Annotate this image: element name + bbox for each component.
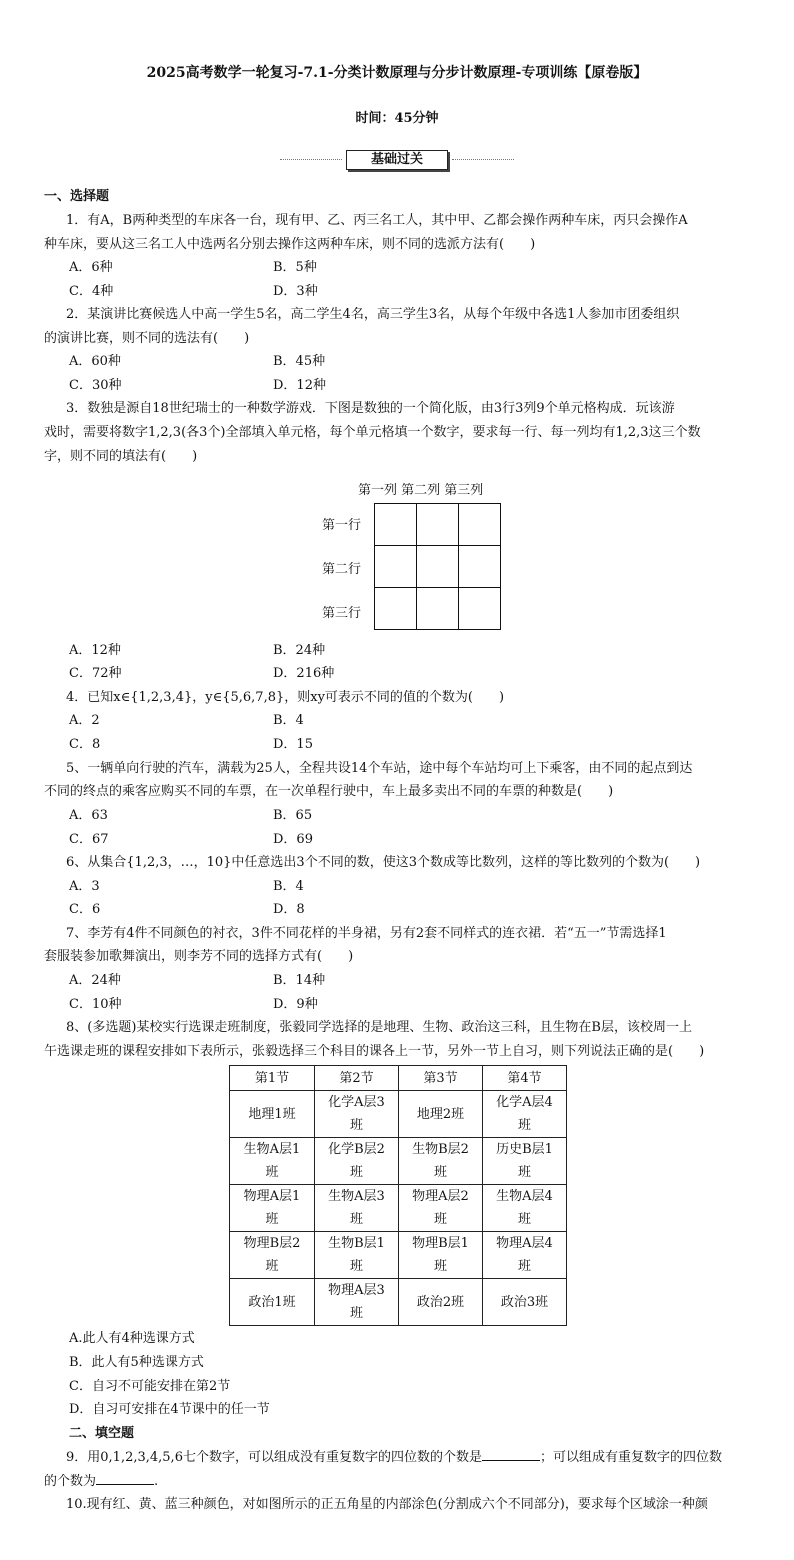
q3-stem-line3: 字，则不同的填法有( )	[44, 449, 198, 464]
q2-stem-line2: 的演讲比赛，则不同的选法有( )	[44, 331, 250, 346]
q9-text-d: .	[154, 1474, 159, 1489]
q1-stem-line2: 种车床，要从这三名工人中选两名分别去操作这两种车床，则不同的选派方法有( )	[44, 237, 536, 252]
q5-stem-line1: 5、一辆单向行驶的汽车，满载为25人，全程共设14个车站，途中每个车站均可上下乘客，由不同的起点到达	[66, 761, 693, 776]
grid-cell	[459, 504, 501, 546]
q6-stem-line1: 6、从集合{1,2,3，…，10}中任意选出3个不同的数，使这3个数成等比数列，这样的等比数列的个数为( )	[66, 855, 701, 870]
grid-cell	[375, 588, 417, 630]
grid-cell	[375, 546, 417, 588]
table-cell: 物理A层4 班	[483, 1232, 567, 1279]
table-cell: 生物B层2 班	[399, 1138, 483, 1185]
q6-option-a: A．3	[69, 879, 100, 894]
q7-option-d: D．9种	[273, 997, 318, 1012]
q5-option-a: A．63	[69, 808, 108, 823]
q2-option-a: A．60种	[69, 354, 121, 369]
table-cell: 生物A层4 班	[483, 1185, 567, 1232]
answer-blank	[96, 1472, 154, 1485]
q10-stem-line1: 10.现有红、黄、蓝三种颜色，对如图所示的正五角星的内部涂色(分割成六个不同部分)，要求每个区域涂一种颜	[66, 1497, 708, 1512]
q7-option-b: B．14种	[273, 973, 326, 988]
table-row	[230, 1091, 567, 1138]
table-cell: 生物B层1 班	[315, 1232, 399, 1279]
q4-option-b: B．4	[273, 713, 304, 728]
grid-row-label-1: 第一行	[322, 518, 362, 533]
q9-stem-line2	[44, 1472, 158, 1491]
q2-option-d: D．12种	[273, 378, 326, 393]
q4-option-a: A．2	[69, 713, 100, 728]
table-cell: 生物A层1 班	[230, 1138, 315, 1185]
table-row	[230, 1138, 567, 1185]
q2-option-b: B．45种	[273, 354, 326, 369]
q3-stem-line2: 戏时，需要将数字1,2,3(各3个)全部填入单元格，每个单元格填一个数字，要求每一行、每一列均有1,2,3这三个数	[44, 425, 701, 440]
q3-option-c: C．72种	[69, 666, 122, 681]
q2-option-c: C．30种	[69, 378, 122, 393]
q1-option-c: C．4种	[69, 284, 114, 299]
grid-cell	[459, 588, 501, 630]
grid-cell	[417, 588, 459, 630]
grid-cell	[459, 546, 501, 588]
grid-cell	[375, 504, 417, 546]
table-cell: 物理B层2 班	[230, 1232, 315, 1279]
q1-stem-line1: 1．有A，B两种类型的车床各一台，现有甲、乙、丙三名工人，其中甲、乙都会操作两种车床，丙只会操作A	[66, 213, 688, 228]
time-limit: 时间：45分钟	[355, 111, 439, 126]
table-row	[230, 1232, 567, 1279]
table-cell: 物理A层1 班	[230, 1185, 315, 1232]
q5-option-c: C．67	[69, 832, 109, 847]
q6-option-d: D．8	[273, 902, 305, 917]
q9-text-a: 9．用0,1,2,3,4,5,6七个数字，可以组成没有重复数字的四位数的个数是	[66, 1450, 482, 1465]
page-title: 2025高考数学一轮复习-7.1-分类计数原理与分步计数原理-专项训练【原卷版】	[146, 65, 648, 81]
q5-option-b: B．65	[273, 808, 313, 823]
q8-option-a: A.此人有4种选课方式	[69, 1331, 195, 1346]
q4-option-d: D．15	[273, 737, 313, 752]
section-banner	[280, 150, 514, 170]
q9-text-c: 的个数为	[44, 1474, 97, 1489]
table-row	[230, 1279, 567, 1326]
table-cell: 化学A层3 班	[315, 1091, 399, 1138]
q7-stem-line1: 7、李芳有4件不同颜色的衬衣，3件不同花样的半身裙，另有2套不同样式的连衣裙．若“五一”节需选择1	[66, 926, 667, 941]
q8-option-d: D．自习可安排在4节课中的任一节	[69, 1402, 270, 1417]
q2-stem-line1: 2．某演讲比赛候选人中高一学生5名，高二学生4名，高三学生3名，从每个年级中各选1人参加市团委组织	[66, 307, 680, 322]
grid-cell	[417, 546, 459, 588]
grid-column-labels: 第一列 第二列 第三列	[358, 483, 484, 498]
q6-option-c: C．6	[69, 902, 101, 917]
q3-option-a: A．12种	[69, 643, 121, 658]
table-cell: 化学A层4 班	[483, 1091, 567, 1138]
table-cell: 化学B层2 班	[315, 1138, 399, 1185]
q7-option-a: A．24种	[69, 973, 121, 988]
dotted-divider-right	[452, 159, 514, 160]
table-cell: 地理2班	[399, 1091, 483, 1138]
table-cell: 政治3班	[483, 1279, 567, 1326]
q9-text-b: ；可以组成有重复数字的四位数	[539, 1450, 722, 1465]
q6-option-b: B．4	[273, 879, 304, 894]
table-cell: 物理B层1 班	[399, 1232, 483, 1279]
table-header-cell: 第1节	[230, 1066, 315, 1091]
table-cell: 生物A层3 班	[315, 1185, 399, 1232]
q3-option-d: D．216种	[273, 666, 335, 681]
grid-cell	[417, 504, 459, 546]
grid-row-label-3: 第三行	[322, 606, 362, 621]
part2-heading: 二、填空题	[69, 1426, 135, 1441]
schedule-table	[229, 1065, 567, 1326]
dotted-divider-left	[280, 159, 342, 160]
table-header-cell: 第2节	[315, 1066, 399, 1091]
table-header-cell: 第3节	[399, 1066, 483, 1091]
grid-row-label-2: 第二行	[322, 562, 362, 577]
q8-option-b: B．此人有5种选课方式	[69, 1355, 204, 1370]
q4-stem-line1: 4．已知x∈{1,2,3,4}，y∈{5,6,7,8}，则xy可表示不同的值的个数为( )	[66, 690, 505, 705]
q3-option-b: B．24种	[273, 643, 326, 658]
sudoku-grid	[374, 503, 501, 630]
table-header-row	[230, 1066, 567, 1091]
table-cell: 政治1班	[230, 1279, 315, 1326]
q8-option-c: C．自习不可能安排在第2节	[69, 1379, 231, 1394]
table-cell: 历史B层1 班	[483, 1138, 567, 1185]
q7-option-c: C．10种	[69, 997, 122, 1012]
table-header-cell: 第4节	[483, 1066, 567, 1091]
table-row	[230, 1185, 567, 1232]
table-cell: 政治2班	[399, 1279, 483, 1326]
q1-option-d: D．3种	[273, 284, 318, 299]
table-cell: 地理1班	[230, 1091, 315, 1138]
part1-heading: 一、选择题	[44, 189, 110, 204]
q1-option-a: A．6种	[69, 260, 113, 275]
q4-option-c: C．8	[69, 737, 101, 752]
section-label-box: 基础过关	[346, 150, 448, 170]
answer-blank	[482, 1448, 540, 1461]
table-cell: 物理A层3 班	[315, 1279, 399, 1326]
table-cell: 物理A层2 班	[399, 1185, 483, 1232]
q8-stem-line1: 8、(多选题)某校实行选课走班制度，张毅同学选择的是地理、生物、政治这三科，且生物在B层，该校周一上	[66, 1020, 692, 1035]
q8-stem-line2: 午选课走班的课程安排如下表所示，张毅选择三个科目的课各上一节，另外一节上自习，则下列说法正确的是( )	[44, 1044, 705, 1059]
q1-option-b: B．5种	[273, 260, 317, 275]
q9-stem-line1	[66, 1448, 722, 1467]
q3-stem-line1: 3．数独是源自18世纪瑞士的一种数学游戏．下图是数独的一个简化版，由3行3列9个单元格构成．玩该游	[66, 401, 675, 416]
q5-option-d: D．69	[273, 832, 313, 847]
q7-stem-line2: 套服装参加歌舞演出，则李芳不同的选择方式有( )	[44, 949, 354, 964]
q5-stem-line2: 不同的终点的乘客应购买不同的车票，在一次单程行驶中，车上最多卖出不同的车票的种数是( )	[44, 784, 614, 799]
